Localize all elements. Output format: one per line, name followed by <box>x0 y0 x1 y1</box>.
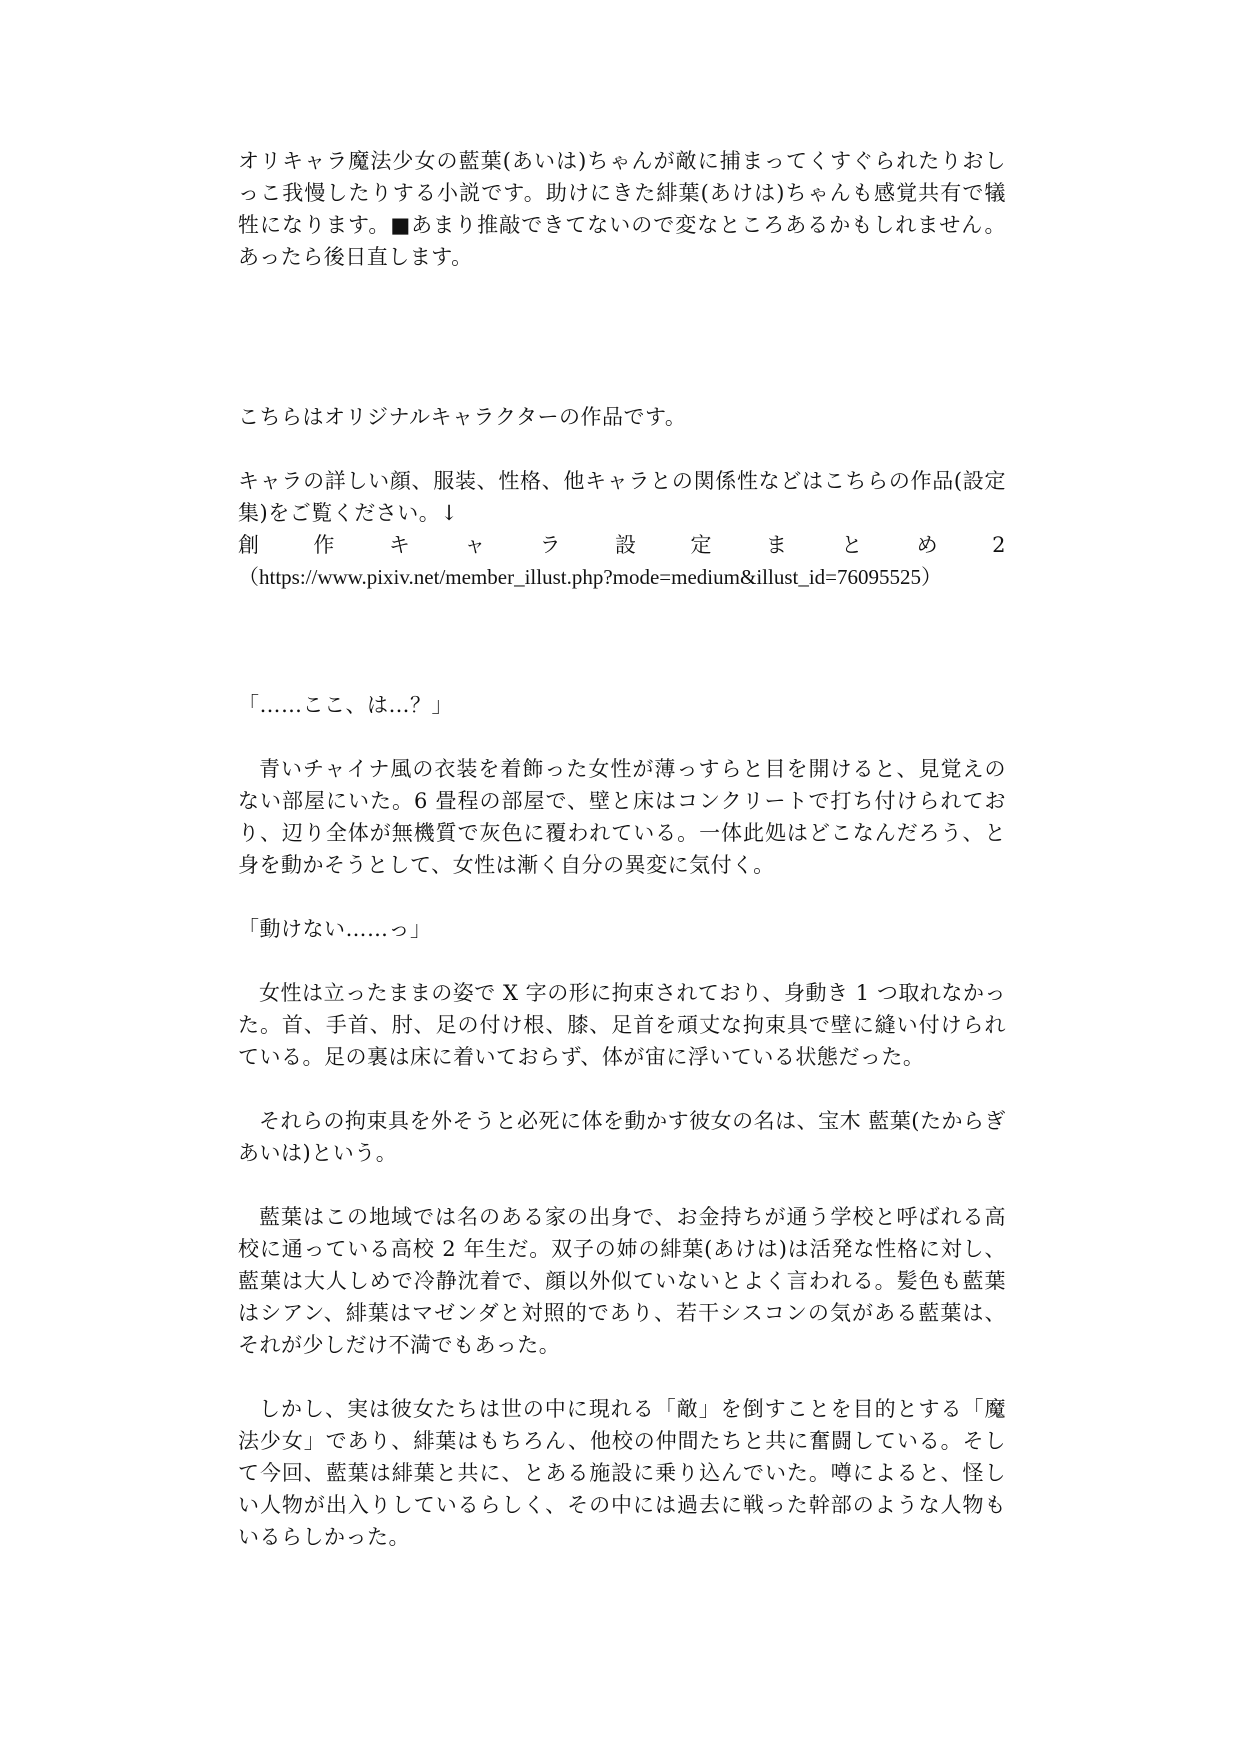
dialogue-line: 「動けない……っ」 <box>238 917 432 941</box>
story-paragraph: それらの拘束具を外そうと必死に体を動かす彼女の名は、宝木 藍葉(たからぎ あいは)という。 <box>238 1109 1006 1165</box>
reference-title-char: 設 <box>615 533 637 557</box>
reference-title-char: キ <box>388 533 411 557</box>
spacer <box>238 273 1006 401</box>
reference-title-char: 作 <box>313 533 335 557</box>
spacer <box>238 433 1006 465</box>
reference-url: （https://www.pixiv.net/member_illust.php?mode=medium&illust_id=76095525） <box>238 565 943 589</box>
reference-title-char: ラ <box>539 533 562 557</box>
summary-paragraph: オリキャラ魔法少女の藍葉(あいは)ちゃんが敵に捕まってくすぐられたりおしっこ我慢したりする小説です。助けにきた緋葉(あけは)ちゃんも感覚共有で犠牲になります。■あまり推敲できてないので変なところあるかもしれません。あったら後日直します。 <box>238 149 1006 269</box>
spacer <box>238 945 1006 977</box>
reference-title-char: ャ <box>464 533 486 557</box>
reference-title-char: 創 <box>238 533 260 557</box>
reference-title <box>238 529 1006 561</box>
story-paragraph: 藍葉はこの地域では名のある家の出身で、お金持ちが通う学校と呼ばれる高校に通っている高校 2 年生だ。双子の姉の緋葉(あけは)は活発な性格に対し、藍葉は大人しめで冷静沈着で、顔以外似ていないとよく言われる。髪色も藍葉はシアン、緋葉はマゼンダと対照的であり、若干シスコンの気がある藍葉は、それが少しだけ不満でもあった。 <box>238 1205 1006 1357</box>
story-paragraph: 女性は立ったままの姿で X 字の形に拘束されており、身動き 1 つ取れなかった。首、手首、肘、足の付け根、膝、足首を頑丈な拘束具で壁に縫い付けられている。足の裏は床に着いておらず、体が宙に浮いている状態だった。 <box>238 981 1006 1069</box>
spacer <box>238 593 1006 689</box>
reference-title-char: 定 <box>690 533 712 557</box>
reference-title-char: と <box>841 533 863 557</box>
dialogue-line: 「……ここ、は…？」 <box>238 693 453 717</box>
notice-paragraph: こちらはオリジナルキャラクターの作品です。 <box>238 405 687 429</box>
spacer <box>238 1169 1006 1201</box>
story-paragraph: しかし、実は彼女たちは世の中に現れる「敵」を倒すことを目的とする「魔法少女」であり、緋葉はもちろん、他校の仲間たちと共に奮闘している。そして今回、藍葉は緋葉と共に、とある施設に乗り込んでいた。噂によると、怪しい人物が出入りしているらしく、その中には過去に戦った幹部のような人物もいるらしかった。 <box>238 1397 1006 1549</box>
spacer <box>238 881 1006 913</box>
spacer <box>238 721 1006 753</box>
reference-intro: キャラの詳しい顔、服装、性格、他キャラとの関係性などはこちらの作品(設定集)をご覧ください。↓ <box>238 469 1006 525</box>
reference-title-char: め <box>916 533 939 557</box>
reference-title-char: ま <box>765 533 788 557</box>
spacer <box>238 1073 1006 1105</box>
story-paragraph: 青いチャイナ風の衣装を着飾った女性が薄っすらと目を開けると、見覚えのない部屋にいた。6 畳程の部屋で、壁と床はコンクリートで打ち付けられており、辺り全体が無機質で灰色に覆われている。一体此処はどこなんだろう、と身を動かそうとして、女性は漸く自分の異変に気付く。 <box>238 757 1006 877</box>
reference-title-char: 2 <box>992 533 1006 557</box>
document-page <box>238 145 1006 1553</box>
spacer <box>238 1361 1006 1393</box>
